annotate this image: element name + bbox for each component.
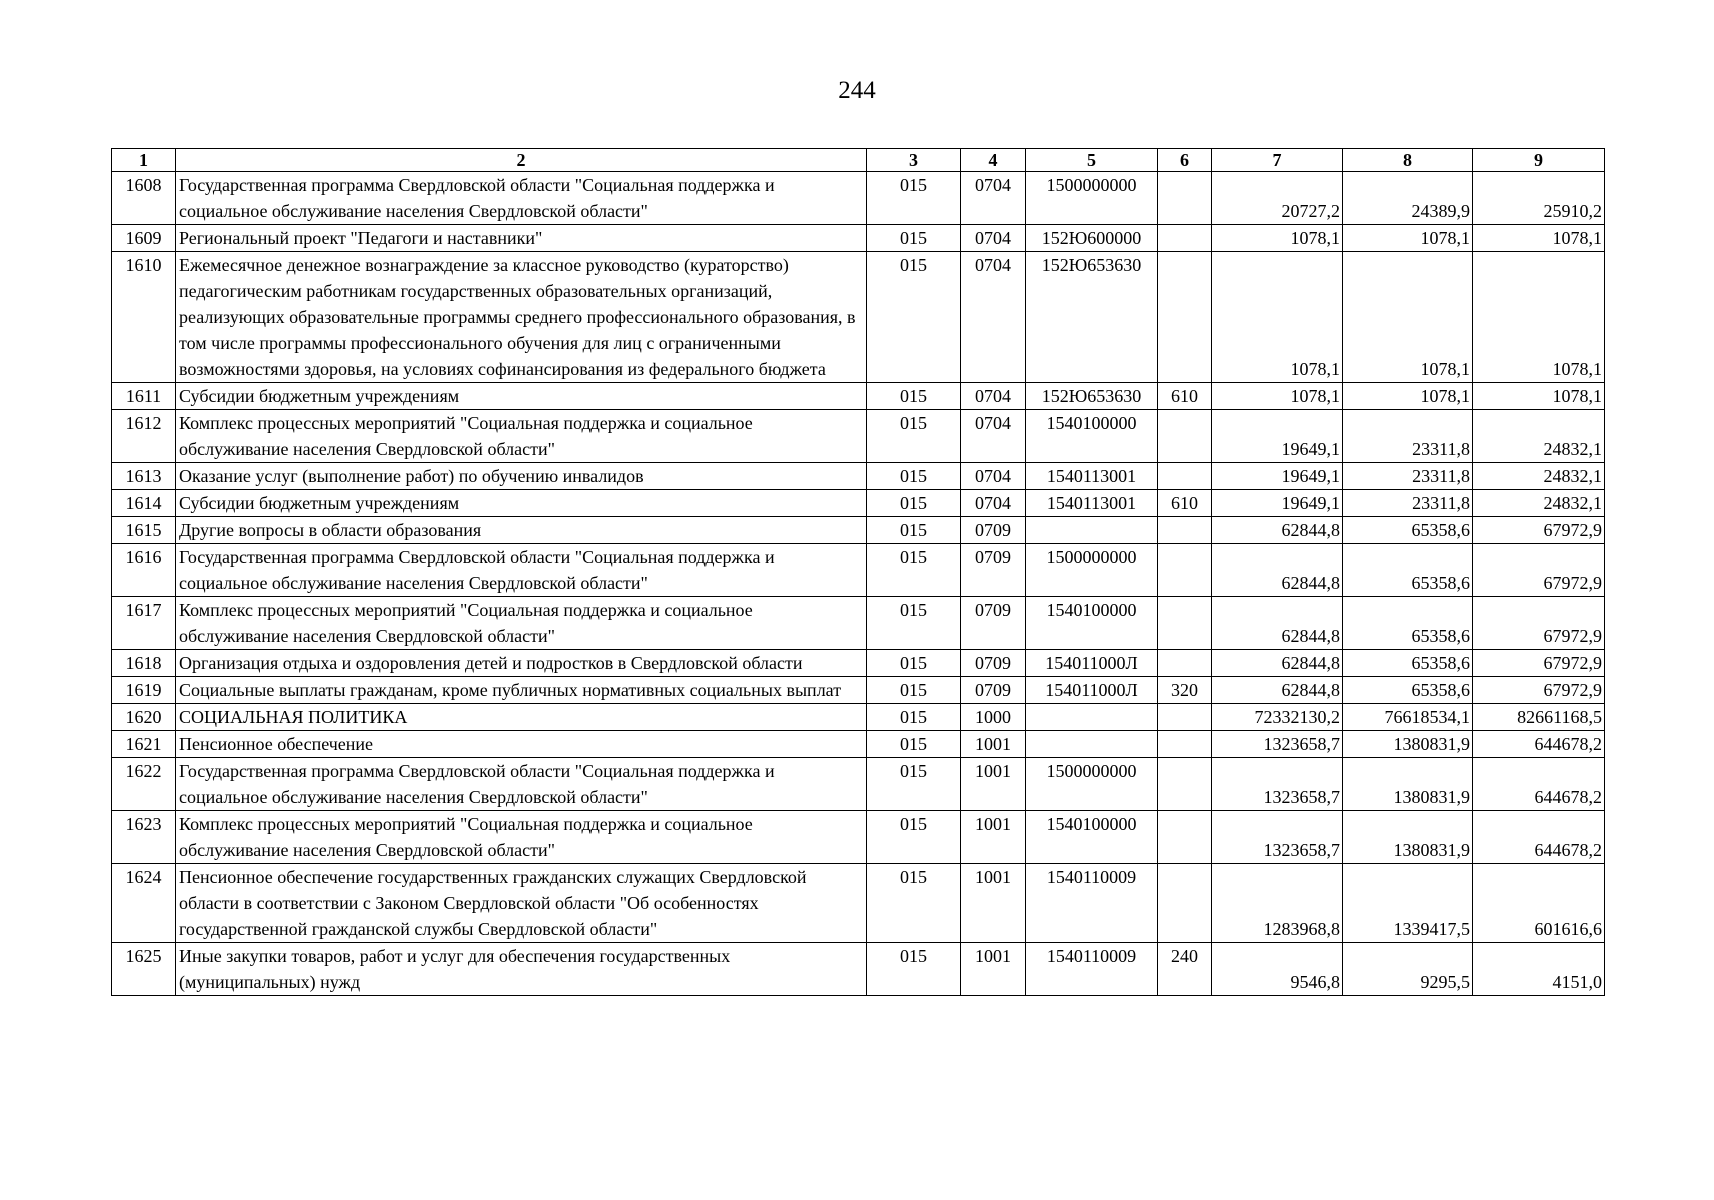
ministry-code: 015 xyxy=(867,597,961,650)
table-row xyxy=(112,943,1605,996)
section-code: 1000 xyxy=(961,704,1026,731)
amount-col7: 1078,1 xyxy=(1212,225,1343,252)
row-name: Комплекс процессных мероприятий "Социальная поддержка и социальное обслуживание населения Свердловской области" xyxy=(176,597,867,650)
section-code: 1001 xyxy=(961,864,1026,943)
row-number: 1612 xyxy=(112,410,176,463)
table-row xyxy=(112,677,1605,704)
table-row xyxy=(112,597,1605,650)
section-code: 0704 xyxy=(961,252,1026,383)
section-code: 1001 xyxy=(961,811,1026,864)
amount-col8: 1380831,9 xyxy=(1343,731,1473,758)
amount-col8: 1380831,9 xyxy=(1343,811,1473,864)
amount-col8: 9295,5 xyxy=(1343,943,1473,996)
amount-col9: 67972,9 xyxy=(1473,650,1605,677)
amount-col7: 1323658,7 xyxy=(1212,758,1343,811)
row-number: 1613 xyxy=(112,463,176,490)
amount-col9: 82661168,5 xyxy=(1473,704,1605,731)
ministry-code: 015 xyxy=(867,463,961,490)
expense-type-code: 610 xyxy=(1158,383,1212,410)
section-code: 0709 xyxy=(961,597,1026,650)
expense-type-code xyxy=(1158,758,1212,811)
section-code: 0709 xyxy=(961,517,1026,544)
amount-col9: 1078,1 xyxy=(1473,383,1605,410)
section-code: 0704 xyxy=(961,383,1026,410)
expense-type-code xyxy=(1158,864,1212,943)
amount-col8: 1078,1 xyxy=(1343,252,1473,383)
amount-col9: 67972,9 xyxy=(1473,544,1605,597)
table-row xyxy=(112,463,1605,490)
amount-col7: 1078,1 xyxy=(1212,383,1343,410)
amount-col7: 20727,2 xyxy=(1212,172,1343,225)
expense-type-code xyxy=(1158,252,1212,383)
row-name: Оказание услуг (выполнение работ) по обучению инвалидов xyxy=(176,463,867,490)
amount-col8: 24389,9 xyxy=(1343,172,1473,225)
section-code: 1001 xyxy=(961,758,1026,811)
row-name: Государственная программа Свердловской области "Социальная поддержка и социальное обслуживание населения Свердловской области" xyxy=(176,544,867,597)
column-header: 5 xyxy=(1026,149,1158,172)
row-number: 1621 xyxy=(112,731,176,758)
row-number: 1610 xyxy=(112,252,176,383)
row-name: Пенсионное обеспечение xyxy=(176,731,867,758)
amount-col9: 4151,0 xyxy=(1473,943,1605,996)
header-row xyxy=(112,149,1605,172)
target-code: 1540100000 xyxy=(1026,597,1158,650)
amount-col8: 1380831,9 xyxy=(1343,758,1473,811)
ministry-code: 015 xyxy=(867,704,961,731)
row-name: Комплекс процессных мероприятий "Социальная поддержка и социальное обслуживание населения Свердловской области" xyxy=(176,410,867,463)
ministry-code: 015 xyxy=(867,677,961,704)
amount-col8: 65358,6 xyxy=(1343,597,1473,650)
target-code xyxy=(1026,517,1158,544)
amount-col8: 23311,8 xyxy=(1343,410,1473,463)
expense-type-code xyxy=(1158,172,1212,225)
ministry-code: 015 xyxy=(867,410,961,463)
expense-type-code xyxy=(1158,704,1212,731)
row-name: Субсидии бюджетным учреждениям xyxy=(176,490,867,517)
ministry-code: 015 xyxy=(867,864,961,943)
ministry-code: 015 xyxy=(867,383,961,410)
target-code: 1500000000 xyxy=(1026,172,1158,225)
table-row xyxy=(112,650,1605,677)
target-code: 1500000000 xyxy=(1026,758,1158,811)
expense-type-code xyxy=(1158,544,1212,597)
amount-col8: 65358,6 xyxy=(1343,650,1473,677)
section-code: 0704 xyxy=(961,490,1026,517)
table-row xyxy=(112,758,1605,811)
ministry-code: 015 xyxy=(867,252,961,383)
amount-col7: 62844,8 xyxy=(1212,677,1343,704)
expense-type-code xyxy=(1158,597,1212,650)
expense-type-code xyxy=(1158,463,1212,490)
amount-col9: 25910,2 xyxy=(1473,172,1605,225)
expense-type-code: 320 xyxy=(1158,677,1212,704)
expense-type-code xyxy=(1158,517,1212,544)
row-name: Иные закупки товаров, работ и услуг для обеспечения государственных (муниципальных) нужд xyxy=(176,943,867,996)
row-number: 1614 xyxy=(112,490,176,517)
row-number: 1622 xyxy=(112,758,176,811)
amount-col9: 644678,2 xyxy=(1473,758,1605,811)
row-number: 1619 xyxy=(112,677,176,704)
amount-col9: 1078,1 xyxy=(1473,225,1605,252)
amount-col8: 65358,6 xyxy=(1343,544,1473,597)
amount-col8: 76618534,1 xyxy=(1343,704,1473,731)
row-number: 1624 xyxy=(112,864,176,943)
table-row xyxy=(112,252,1605,383)
amount-col7: 1323658,7 xyxy=(1212,811,1343,864)
column-header: 8 xyxy=(1343,149,1473,172)
row-number: 1625 xyxy=(112,943,176,996)
ministry-code: 015 xyxy=(867,490,961,517)
amount-col7: 1078,1 xyxy=(1212,252,1343,383)
page-number: 244 xyxy=(838,77,876,104)
column-header: 7 xyxy=(1212,149,1343,172)
row-name: Комплекс процессных мероприятий "Социальная поддержка и социальное обслуживание населения Свердловской области" xyxy=(176,811,867,864)
amount-col8: 1339417,5 xyxy=(1343,864,1473,943)
expense-type-code xyxy=(1158,811,1212,864)
table-row xyxy=(112,225,1605,252)
ministry-code: 015 xyxy=(867,943,961,996)
target-code: 1540100000 xyxy=(1026,811,1158,864)
amount-col7: 62844,8 xyxy=(1212,650,1343,677)
amount-col8: 23311,8 xyxy=(1343,463,1473,490)
target-code: 1540113001 xyxy=(1026,490,1158,517)
target-code: 154011000Л xyxy=(1026,650,1158,677)
column-header: 9 xyxy=(1473,149,1605,172)
expense-type-code: 240 xyxy=(1158,943,1212,996)
ministry-code: 015 xyxy=(867,731,961,758)
amount-col9: 24832,1 xyxy=(1473,490,1605,517)
row-number: 1617 xyxy=(112,597,176,650)
row-name: Государственная программа Свердловской области "Социальная поддержка и социальное обслуживание населения Свердловской области" xyxy=(176,172,867,225)
column-header: 2 xyxy=(176,149,867,172)
row-name: Социальные выплаты гражданам, кроме публичных нормативных социальных выплат xyxy=(176,677,867,704)
section-code: 1001 xyxy=(961,943,1026,996)
ministry-code: 015 xyxy=(867,517,961,544)
target-code: 152Ю653630 xyxy=(1026,383,1158,410)
target-code: 1540110009 xyxy=(1026,864,1158,943)
amount-col7: 19649,1 xyxy=(1212,410,1343,463)
row-number: 1620 xyxy=(112,704,176,731)
table-row xyxy=(112,731,1605,758)
section-code: 1001 xyxy=(961,731,1026,758)
ministry-code: 015 xyxy=(867,758,961,811)
target-code: 1540113001 xyxy=(1026,463,1158,490)
amount-col7: 62844,8 xyxy=(1212,597,1343,650)
amount-col9: 67972,9 xyxy=(1473,677,1605,704)
target-code: 1540100000 xyxy=(1026,410,1158,463)
table-row xyxy=(112,811,1605,864)
row-number: 1608 xyxy=(112,172,176,225)
target-code: 152Ю600000 xyxy=(1026,225,1158,252)
ministry-code: 015 xyxy=(867,650,961,677)
amount-col8: 23311,8 xyxy=(1343,490,1473,517)
section-code: 0704 xyxy=(961,463,1026,490)
expense-type-code xyxy=(1158,731,1212,758)
target-code: 154011000Л xyxy=(1026,677,1158,704)
amount-col9: 24832,1 xyxy=(1473,463,1605,490)
amount-col7: 1283968,8 xyxy=(1212,864,1343,943)
row-number: 1616 xyxy=(112,544,176,597)
row-name: Региональный проект "Педагоги и наставники" xyxy=(176,225,867,252)
row-name: СОЦИАЛЬНАЯ ПОЛИТИКА xyxy=(176,704,867,731)
budget-table xyxy=(111,148,1605,996)
row-name: Другие вопросы в области образования xyxy=(176,517,867,544)
table-row xyxy=(112,517,1605,544)
column-header: 3 xyxy=(867,149,961,172)
amount-col9: 644678,2 xyxy=(1473,731,1605,758)
row-number: 1611 xyxy=(112,383,176,410)
target-code: 152Ю653630 xyxy=(1026,252,1158,383)
table-row xyxy=(112,383,1605,410)
row-number: 1623 xyxy=(112,811,176,864)
section-code: 0709 xyxy=(961,677,1026,704)
table-row xyxy=(112,544,1605,597)
target-code: 1540110009 xyxy=(1026,943,1158,996)
amount-col9: 67972,9 xyxy=(1473,597,1605,650)
row-number: 1609 xyxy=(112,225,176,252)
row-number: 1615 xyxy=(112,517,176,544)
ministry-code: 015 xyxy=(867,811,961,864)
amount-col7: 19649,1 xyxy=(1212,490,1343,517)
table-row xyxy=(112,172,1605,225)
amount-col8: 65358,6 xyxy=(1343,517,1473,544)
amount-col9: 601616,6 xyxy=(1473,864,1605,943)
amount-col9: 1078,1 xyxy=(1473,252,1605,383)
amount-col8: 1078,1 xyxy=(1343,225,1473,252)
expense-type-code xyxy=(1158,410,1212,463)
table-row xyxy=(112,864,1605,943)
row-name: Субсидии бюджетным учреждениям xyxy=(176,383,867,410)
section-code: 0709 xyxy=(961,650,1026,677)
expense-type-code: 610 xyxy=(1158,490,1212,517)
expense-type-code xyxy=(1158,225,1212,252)
ministry-code: 015 xyxy=(867,172,961,225)
row-name: Организация отдыха и оздоровления детей и подростков в Свердловской области xyxy=(176,650,867,677)
row-name: Ежемесячное денежное вознаграждение за классное руководство (кураторство) педагогическим работникам государственных образовательных организаций, реализующих образовательные программы среднего профессионального образования, в том числе программы профессионального обучения для лиц с ограниченными возможностями здоровья, на условиях софинансирования из федерального бюджета xyxy=(176,252,867,383)
target-code xyxy=(1026,704,1158,731)
amount-col8: 65358,6 xyxy=(1343,677,1473,704)
amount-col9: 24832,1 xyxy=(1473,410,1605,463)
amount-col9: 644678,2 xyxy=(1473,811,1605,864)
table-row xyxy=(112,704,1605,731)
amount-col7: 1323658,7 xyxy=(1212,731,1343,758)
section-code: 0704 xyxy=(961,225,1026,252)
target-code: 1500000000 xyxy=(1026,544,1158,597)
table-row xyxy=(112,490,1605,517)
amount-col9: 67972,9 xyxy=(1473,517,1605,544)
expense-type-code xyxy=(1158,650,1212,677)
amount-col7: 62844,8 xyxy=(1212,544,1343,597)
row-number: 1618 xyxy=(112,650,176,677)
amount-col7: 19649,1 xyxy=(1212,463,1343,490)
column-header: 4 xyxy=(961,149,1026,172)
row-name: Пенсионное обеспечение государственных гражданских служащих Свердловской области в соответствии с Законом Свердловской области "Об особенностях государственной гражданской службы Свердловской области" xyxy=(176,864,867,943)
column-header: 1 xyxy=(112,149,176,172)
table-row xyxy=(112,410,1605,463)
target-code xyxy=(1026,731,1158,758)
amount-col8: 1078,1 xyxy=(1343,383,1473,410)
section-code: 0704 xyxy=(961,172,1026,225)
row-name: Государственная программа Свердловской области "Социальная поддержка и социальное обслуживание населения Свердловской области" xyxy=(176,758,867,811)
amount-col7: 9546,8 xyxy=(1212,943,1343,996)
section-code: 0704 xyxy=(961,410,1026,463)
amount-col7: 62844,8 xyxy=(1212,517,1343,544)
ministry-code: 015 xyxy=(867,225,961,252)
amount-col7: 72332130,2 xyxy=(1212,704,1343,731)
column-header: 6 xyxy=(1158,149,1212,172)
ministry-code: 015 xyxy=(867,544,961,597)
section-code: 0709 xyxy=(961,544,1026,597)
